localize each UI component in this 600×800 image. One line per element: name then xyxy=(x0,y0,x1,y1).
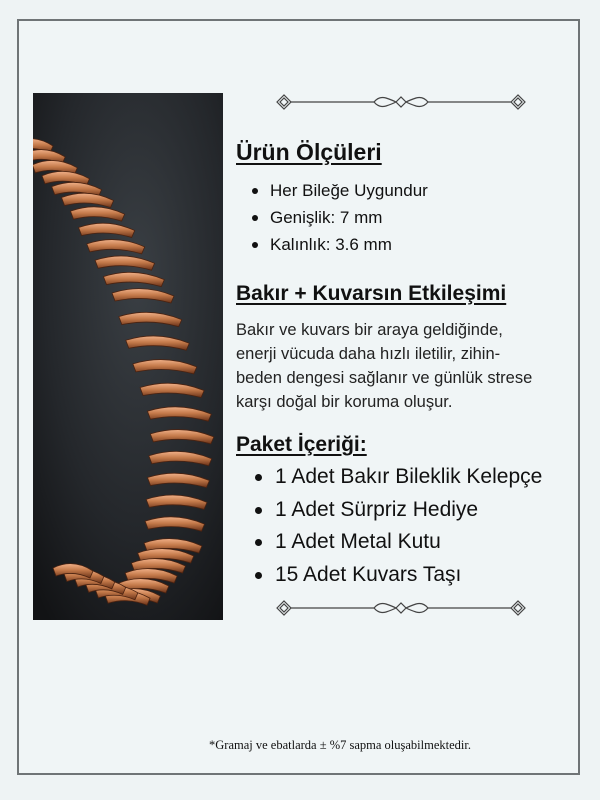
dimensions-list xyxy=(251,180,428,261)
list-item: Her Bileğe Uygundur xyxy=(251,180,428,207)
description-line: enerji vücuda daha hızlı iletilir, zihin- xyxy=(236,345,501,363)
disclaimer-footnote: *Gramaj ve ebatlarda ± %7 sapma oluşabilmektedir. xyxy=(209,738,471,752)
package-title: Paket İçeriği: xyxy=(236,433,367,456)
dimensions-title: Ürün Ölçüleri xyxy=(236,139,382,165)
description-line: karşı doğal bir koruma oluşur. xyxy=(236,393,453,411)
package-list xyxy=(254,463,542,593)
product-photo xyxy=(33,93,223,620)
list-item: 15 Adet Kuvars Taşı xyxy=(254,561,542,594)
list-item: Kalınlık: 3.6 mm xyxy=(251,234,428,261)
list-item: Genişlik: 7 mm xyxy=(251,207,428,234)
description-line: Bakır ve kuvars bir araya geldiğinde, xyxy=(236,321,503,339)
ornament-divider-top xyxy=(276,92,526,112)
description-line: beden dengesi sağlanır ve günlük strese xyxy=(236,369,533,387)
list-item: 1 Adet Sürpriz Hediye xyxy=(254,496,542,529)
list-item: 1 Adet Bakır Bileklik Kelepçe xyxy=(254,463,542,496)
ornament-divider-bottom xyxy=(276,598,526,618)
interaction-description xyxy=(236,318,566,414)
list-item: 1 Adet Metal Kutu xyxy=(254,528,542,561)
interaction-title: Bakır + Kuvarsın Etkileşimi xyxy=(236,282,507,305)
